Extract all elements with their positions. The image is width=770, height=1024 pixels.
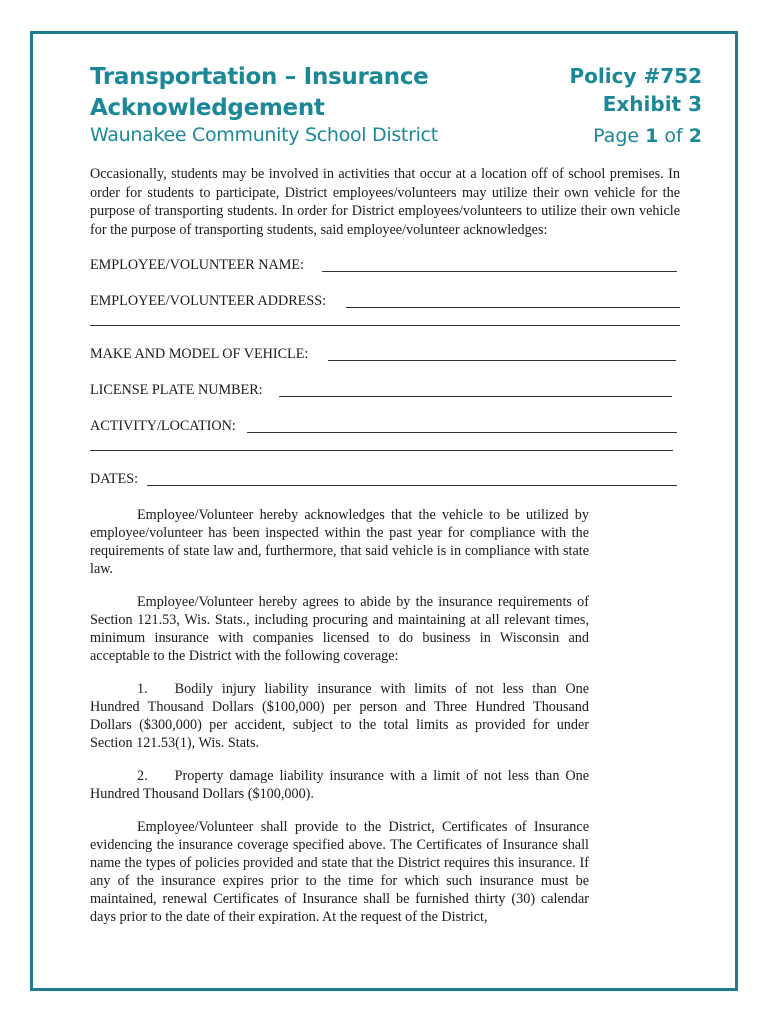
dates-field[interactable] [90, 470, 680, 488]
dates-line[interactable] [147, 485, 677, 486]
certificates-paragraph: Employee/Volunteer shall provide to the District, Certificates of Insurance evidencing the insurance coverage specified above. The Certificates of Insurance shall name the types of policies provided and state that the District requires this insurance. If any of the insurance expires prior to the time for which such insurance must be maintained, renewal Certificates of Insurance shall be furnished thirty (30) calendar days prior to the date of their expiration. At the request of the District, [90, 819, 589, 925]
coverage-item-2 [90, 767, 589, 803]
license-plate-label: LICENSE PLATE NUMBER: [90, 382, 263, 398]
vehicle-label: MAKE AND MODEL OF VEHICLE: [90, 346, 309, 362]
policy-block [570, 62, 702, 118]
license-plate-field[interactable] [90, 381, 680, 399]
intro-paragraph: Occasionally, students may be involved in activities that occur at a location off of school premises. In order for students to participate, District employees/volunteers may utilize their own vehicle for the purpose of transporting students. In order for District employees/volunteers to utilize their own vehicle for the purpose of transporting students, said employee/volunteer acknowledges: [90, 166, 680, 238]
activity-location-label: ACTIVITY/LOCATION: [90, 418, 236, 434]
exhibit-number: Exhibit 3 [602, 92, 702, 116]
coverage-item-2-text: Property damage liability insurance with a limit of not less than One Hundred Thousand Dollars ($100,000). [90, 768, 589, 802]
policy-number: Policy #752 [569, 64, 702, 88]
agree-paragraph: Employee/Volunteer hereby agrees to abide by the insurance requirements of Section 121.53, Wis. Stats., including procuring and maintaining at all relevant times, minimum insurance with companies licensed to do business in Wisconsin and acceptable to the District with the following coverage: [90, 594, 589, 664]
coverage-item-2-number: 2. [137, 768, 148, 784]
employee-address-field[interactable] [90, 292, 680, 310]
page-total: 2 [688, 125, 702, 147]
coverage-item-1 [90, 680, 589, 752]
title-line-1: Transportation – Insurance [90, 64, 429, 90]
activity-location-line-2[interactable] [90, 450, 673, 451]
coverage-item-1-text: Bodily injury liability insurance with limits of not less than One Hundred Thousand Dollars ($100,000) per person and Three Hundred Thousand Dollars ($300,000) per accident, subject to the total limits as provided for under Section 121.53(1), Wis. Stats. [90, 681, 589, 751]
employee-name-label: EMPLOYEE/VOLUNTEER NAME: [90, 257, 304, 273]
vehicle-field[interactable] [90, 345, 680, 363]
activity-location-line[interactable] [247, 432, 677, 433]
title-line-2: Acknowledgement [90, 95, 325, 121]
license-plate-line[interactable] [279, 396, 672, 397]
page-of: of [658, 125, 689, 147]
coverage-item-1-number: 1. [137, 681, 148, 697]
vehicle-line[interactable] [328, 360, 676, 361]
employee-name-line[interactable] [322, 271, 677, 272]
page-current: 1 [645, 125, 659, 147]
acknowledge-paragraph: Employee/Volunteer hereby acknowledges that the vehicle to be utilized by employee/volunteer has been inspected within the past year for compliance with the requirements of state law and, furthermore, that said vehicle is in compliance with state law. [90, 507, 589, 577]
document-title [90, 62, 510, 124]
dates-label: DATES: [90, 471, 139, 487]
page-prefix: Page [593, 125, 646, 147]
employee-name-field[interactable] [90, 256, 680, 274]
employee-address-line-2[interactable] [90, 325, 680, 326]
employee-address-line[interactable] [346, 307, 680, 308]
employee-address-label: EMPLOYEE/VOLUNTEER ADDRESS: [90, 293, 327, 309]
district-name: Waunakee Community School District [90, 124, 438, 146]
activity-location-field[interactable] [90, 417, 680, 435]
page-number [593, 125, 702, 147]
